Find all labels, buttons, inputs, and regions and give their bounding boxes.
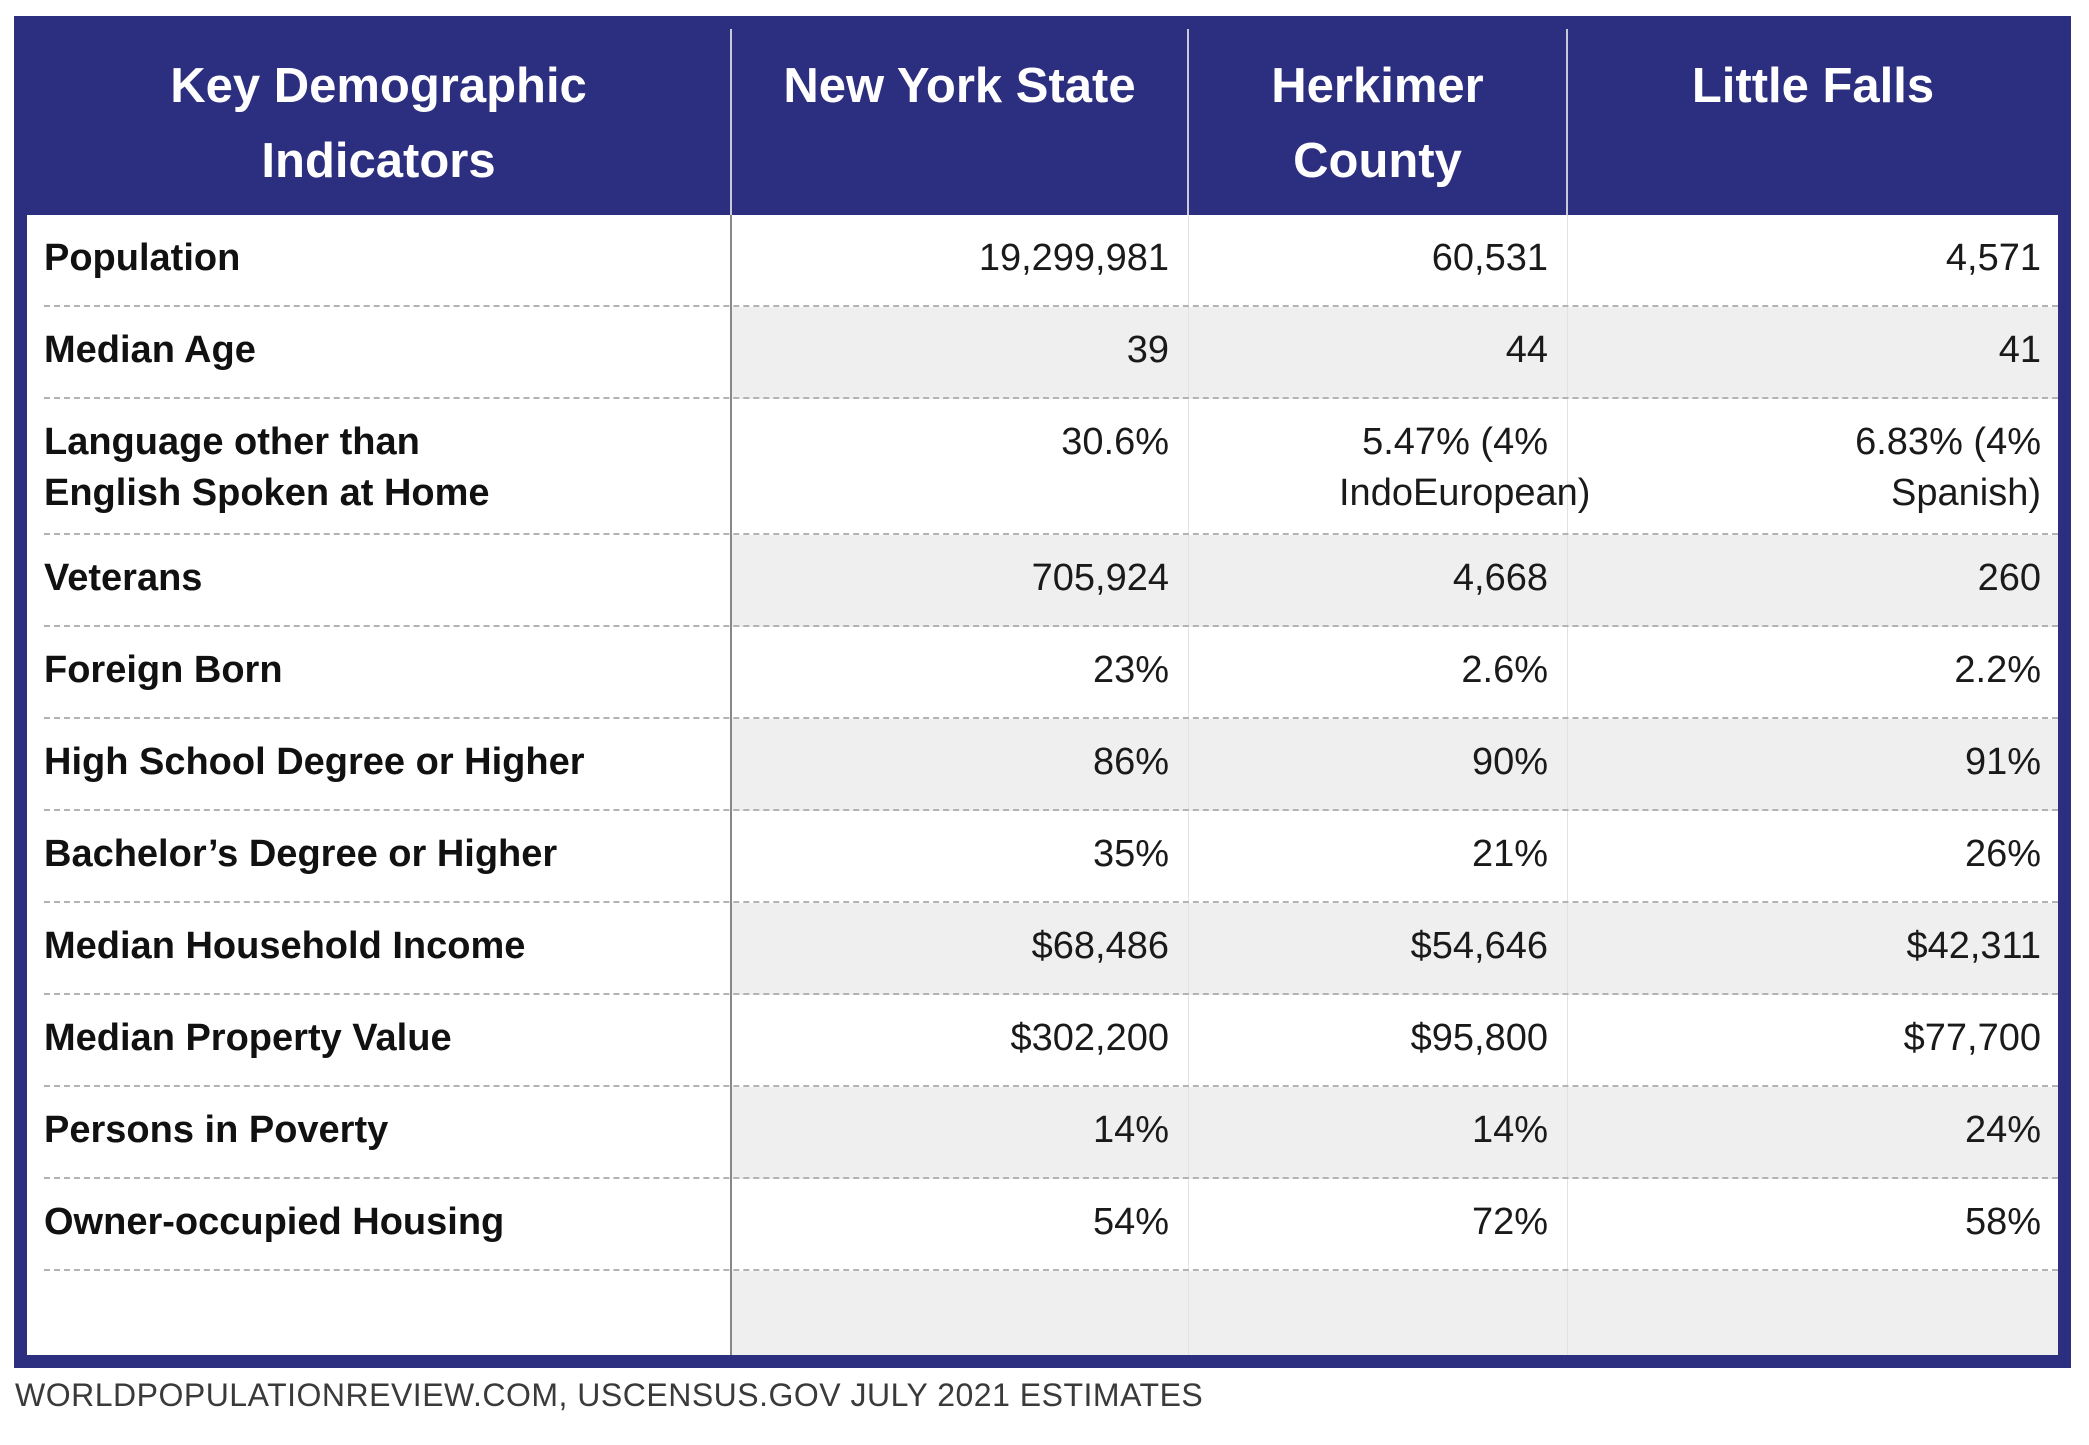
row-label: Population bbox=[27, 215, 732, 307]
table-cell: 26% bbox=[1964, 833, 2041, 875]
table-cell: 4,668 bbox=[1189, 535, 1568, 627]
row-label: Bachelor’s Degree or Higher bbox=[27, 811, 732, 903]
table-frame bbox=[14, 16, 2071, 1368]
table-cell: $302,200 bbox=[732, 995, 1189, 1087]
table-cell: 14% bbox=[732, 1087, 1189, 1179]
table-cell: 6.83% (4% Spanish) bbox=[1855, 421, 2041, 514]
table-cell: 58% bbox=[1964, 1201, 2041, 1243]
table-row bbox=[27, 995, 2058, 1087]
table-row-empty bbox=[27, 1271, 2058, 1355]
table-cell: $42,311 bbox=[1568, 903, 2058, 995]
empty-cell bbox=[27, 1271, 732, 1355]
table-cell: 35% bbox=[732, 811, 1189, 903]
table-row bbox=[27, 535, 2058, 627]
table-panel bbox=[27, 29, 2058, 1355]
table-cell: $54,646 bbox=[1189, 903, 1568, 995]
table-row bbox=[27, 307, 2058, 399]
row-label: Persons in Poverty bbox=[27, 1087, 732, 1179]
table-row bbox=[27, 719, 2058, 811]
table-cell: 41 bbox=[1568, 307, 2058, 399]
source-caption: WORLDPOPULATIONREVIEW.COM, USCENSUS.GOV JULY 2021 ESTIMATES bbox=[15, 1377, 1204, 1413]
table-cell: $95,800 bbox=[1189, 995, 1568, 1087]
table-row bbox=[27, 215, 2058, 307]
row-label: High School Degree or Higher bbox=[27, 719, 732, 811]
table-row bbox=[27, 1179, 2058, 1271]
column-header-3: Herkimer County bbox=[1189, 29, 1568, 215]
row-label: Foreign Born bbox=[27, 627, 732, 719]
row-label: Owner-occupied Housing bbox=[27, 1179, 732, 1271]
table-cell: 44 bbox=[1189, 307, 1568, 399]
table-cell: 90% bbox=[1189, 719, 1568, 811]
table-row bbox=[27, 1087, 2058, 1179]
table-cell: 19,299,981 bbox=[732, 215, 1189, 307]
empty-cell bbox=[1568, 1271, 2058, 1355]
table-cell: 39 bbox=[732, 307, 1189, 399]
table-cell: 14% bbox=[1189, 1087, 1568, 1179]
table-cell: 2.2% bbox=[1954, 649, 2041, 691]
empty-cell bbox=[1189, 1271, 1568, 1355]
table-cell: 91% bbox=[1568, 719, 2058, 811]
table-cell: 705,924 bbox=[732, 535, 1189, 627]
table-body bbox=[27, 215, 2058, 1355]
table-cell: 86% bbox=[732, 719, 1189, 811]
table-row bbox=[27, 627, 2058, 719]
row-label: Median Age bbox=[27, 307, 732, 399]
table-row bbox=[27, 903, 2058, 995]
table-cell: 2.6% bbox=[1189, 627, 1568, 719]
table-cell: 30.6% bbox=[732, 399, 1189, 535]
table-cell: 24% bbox=[1568, 1087, 2058, 1179]
table-cell: 23% bbox=[732, 627, 1189, 719]
table-cell: $77,700 bbox=[1903, 1017, 2041, 1059]
empty-cell bbox=[732, 1271, 1189, 1355]
row-label: Median Household Income bbox=[27, 903, 732, 995]
table-cell: 54% bbox=[732, 1179, 1189, 1271]
column-header-2: New York State bbox=[732, 29, 1189, 215]
header-row bbox=[27, 29, 2058, 215]
table-cell: 21% bbox=[1189, 811, 1568, 903]
row-label: Median Property Value bbox=[27, 995, 732, 1087]
table-cell: 5.47% (4% IndoEuropean) bbox=[1189, 399, 1568, 535]
column-header-4: Little Falls bbox=[1691, 59, 1935, 113]
table-row bbox=[27, 399, 2058, 535]
table-row bbox=[27, 811, 2058, 903]
table-cell: $68,486 bbox=[732, 903, 1189, 995]
table-cell: 4,571 bbox=[1945, 237, 2041, 279]
row-label: Veterans bbox=[27, 535, 732, 627]
table-cell: 72% bbox=[1189, 1179, 1568, 1271]
table-cell: 260 bbox=[1568, 535, 2058, 627]
table-cell: 60,531 bbox=[1189, 215, 1568, 307]
row-label: Language other than English Spoken at Home bbox=[27, 399, 732, 535]
column-header-1: Key Demographic Indicators bbox=[27, 29, 732, 215]
